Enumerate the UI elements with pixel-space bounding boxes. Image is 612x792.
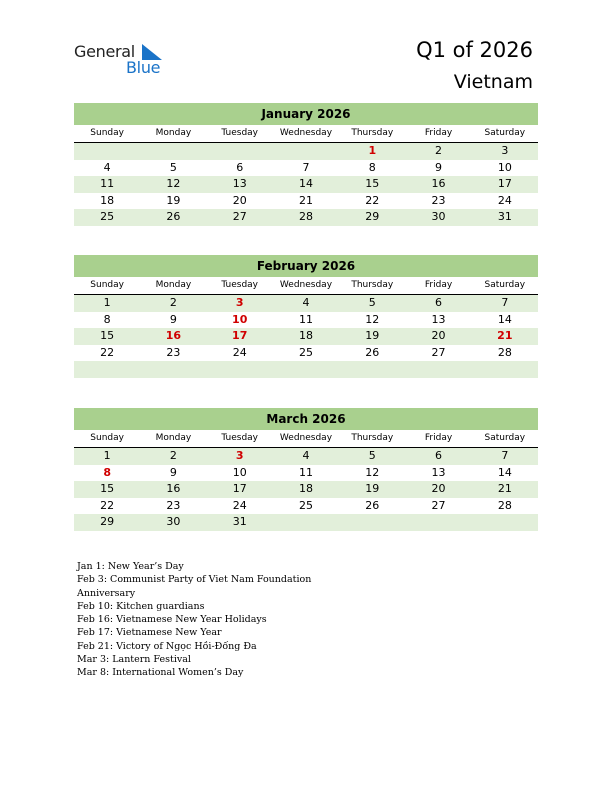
weekday-header-row [74, 277, 538, 295]
day-cell: 5 [169, 160, 177, 174]
weekday-label: Thursday [351, 128, 394, 138]
month-calendar-march [74, 408, 538, 531]
week-row [74, 498, 538, 515]
day-cell: 21 [298, 193, 313, 207]
weekday-label: Thursday [351, 280, 394, 290]
day-cell: 4 [103, 160, 111, 174]
day-cell: 14 [497, 465, 512, 479]
logo-word-blue: Blue [126, 58, 161, 77]
day-cell: 8 [103, 465, 111, 479]
day-cell: 5 [368, 296, 376, 309]
day-cell: 22 [100, 345, 115, 359]
day-cell: 25 [298, 498, 313, 512]
day-cell: 21 [497, 329, 513, 342]
weekday-label: Sunday [90, 433, 124, 443]
day-cell: 28 [298, 210, 313, 223]
day-cell: 15 [100, 329, 115, 342]
week-row [74, 160, 538, 177]
day-cell: 13 [431, 465, 446, 479]
page-title: Q1 of 2026 [416, 38, 533, 62]
week-row [74, 465, 538, 482]
day-cell: 1 [103, 296, 111, 309]
day-cell: 16 [166, 482, 181, 495]
day-cell: 16 [431, 177, 446, 190]
day-cell: 22 [100, 498, 115, 512]
day-cell: 11 [100, 177, 115, 190]
day-cell: 23 [166, 498, 181, 512]
day-cell: 13 [232, 177, 247, 190]
day-cell: 26 [365, 345, 380, 359]
week-row [74, 448, 538, 465]
day-cell: 17 [497, 177, 512, 190]
day-cell [140, 143, 206, 160]
weekday-label: Sunday [90, 280, 124, 290]
day-cell [405, 361, 471, 378]
day-cell: 2 [169, 449, 177, 462]
day-cell: 10 [232, 465, 247, 479]
day-cell: 6 [435, 296, 443, 309]
day-cell: 9 [169, 312, 177, 326]
day-cell: 9 [169, 465, 177, 479]
day-cell: 18 [100, 193, 115, 207]
weekday-label: Friday [424, 128, 453, 138]
day-cell: 23 [431, 193, 446, 207]
weekday-label: Friday [424, 433, 453, 443]
day-cell: 2 [435, 144, 443, 157]
day-cell: 12 [166, 177, 181, 190]
day-cell: 28 [497, 498, 512, 512]
day-cell [140, 361, 206, 378]
day-cell: 24 [232, 498, 247, 512]
weekday-label: Tuesday [221, 433, 259, 443]
country-subtitle: Vietnam [453, 71, 533, 93]
day-cell: 30 [166, 515, 181, 528]
day-cell: 30 [431, 210, 446, 223]
holiday-note: Feb 21: Victory of Ngọc Hồi-Đống Đa [77, 640, 257, 652]
holiday-note: Feb 17: Vietnamese New Year [77, 627, 222, 639]
day-cell: 17 [232, 482, 247, 495]
day-cell: 8 [368, 160, 376, 174]
day-cell: 28 [497, 345, 512, 359]
day-cell: 29 [365, 210, 380, 223]
week-row [74, 481, 538, 498]
day-cell: 6 [236, 160, 244, 174]
weekday-label: Thursday [351, 433, 394, 443]
holiday-note: Mar 3: Lantern Festival [77, 654, 191, 666]
month-calendar-january [74, 103, 538, 226]
day-cell: 20 [431, 482, 446, 495]
holiday-note: Anniversary [77, 587, 136, 599]
month-title: January 2026 [74, 103, 538, 125]
day-cell: 11 [298, 312, 313, 326]
day-cell: 1 [103, 449, 111, 462]
day-cell [472, 514, 538, 531]
week-row [74, 328, 538, 345]
day-cell: 19 [365, 482, 380, 495]
weekday-label: Wednesday [279, 280, 333, 290]
day-cell [74, 361, 140, 378]
logo-word-general: General [74, 42, 135, 61]
day-cell: 8 [103, 312, 111, 326]
day-cell: 29 [100, 515, 115, 528]
day-cell: 3 [501, 144, 509, 157]
day-cell: 2 [169, 296, 177, 309]
day-cell: 15 [100, 482, 115, 495]
day-cell: 14 [298, 177, 313, 190]
day-cell: 7 [302, 160, 310, 174]
day-cell [339, 361, 405, 378]
week-row [74, 209, 538, 226]
day-cell: 27 [232, 210, 247, 223]
day-cell [405, 514, 471, 531]
day-cell: 25 [298, 345, 313, 359]
month-title: February 2026 [74, 255, 538, 277]
day-cell: 3 [235, 449, 244, 462]
day-cell: 4 [302, 296, 310, 309]
weekday-label: Saturday [484, 128, 526, 138]
day-cell [273, 514, 339, 531]
day-cell: 18 [298, 482, 313, 495]
day-cell: 18 [298, 329, 313, 342]
day-cell: 10 [232, 312, 248, 326]
day-cell: 10 [497, 160, 512, 174]
day-cell [273, 361, 339, 378]
weekday-label: Saturday [484, 433, 526, 443]
day-cell: 27 [431, 345, 446, 359]
holiday-note: Mar 8: International Women’s Day [77, 667, 244, 679]
day-cell: 31 [497, 210, 512, 223]
day-cell [207, 143, 273, 160]
day-cell: 26 [365, 498, 380, 512]
day-cell [74, 143, 140, 160]
day-cell: 20 [431, 329, 446, 342]
day-cell: 31 [232, 515, 247, 528]
day-cell: 25 [100, 210, 115, 223]
day-cell: 27 [431, 498, 446, 512]
month-title: March 2026 [74, 408, 538, 430]
day-cell: 19 [365, 329, 380, 342]
weekday-header-row [74, 430, 538, 448]
day-cell: 14 [497, 312, 512, 326]
week-row [74, 193, 538, 210]
day-cell: 19 [166, 193, 181, 207]
holiday-note: Feb 3: Communist Party of Viet Nam Foundation [77, 574, 312, 586]
day-cell: 6 [435, 449, 443, 462]
week-row [74, 312, 538, 329]
holiday-note: Jan 1: New Year’s Day [77, 561, 184, 572]
day-cell: 26 [166, 210, 181, 223]
week-row [74, 143, 538, 160]
day-cell: 7 [501, 296, 509, 309]
week-row [74, 176, 538, 193]
day-cell [339, 514, 405, 531]
day-cell: 12 [365, 465, 380, 479]
day-cell: 12 [365, 312, 380, 326]
month-calendar-february [74, 255, 538, 378]
day-cell: 17 [232, 329, 248, 342]
weekday-label: Friday [424, 280, 453, 290]
day-cell: 21 [497, 482, 512, 495]
weekday-label: Wednesday [279, 128, 333, 138]
week-row [74, 295, 538, 312]
day-cell: 13 [431, 312, 446, 326]
holiday-note: Feb 16: Vietnamese New Year Holidays [77, 614, 267, 626]
day-cell: 5 [368, 449, 376, 462]
weekday-label: Saturday [484, 280, 526, 290]
weekday-label: Sunday [90, 128, 124, 138]
day-cell [472, 361, 538, 378]
holiday-notes [77, 560, 311, 680]
holiday-note: Feb 10: Kitchen guardians [77, 600, 205, 612]
weekday-label: Tuesday [221, 280, 259, 290]
day-cell: 23 [166, 345, 181, 359]
day-cell: 3 [235, 296, 244, 309]
day-cell: 1 [368, 144, 377, 157]
day-cell: 20 [232, 193, 247, 207]
weekday-header-row [74, 125, 538, 143]
weekday-label: Monday [155, 128, 192, 138]
weekday-label: Wednesday [279, 433, 333, 443]
week-row [74, 514, 538, 531]
day-cell: 4 [302, 449, 310, 462]
week-row [74, 345, 538, 362]
weekday-label: Tuesday [221, 128, 259, 138]
day-cell: 11 [298, 465, 313, 479]
weekday-label: Monday [155, 433, 192, 443]
day-cell: 7 [501, 449, 509, 462]
week-row [74, 361, 538, 378]
day-cell: 22 [365, 193, 380, 207]
day-cell [273, 143, 339, 160]
day-cell: 16 [165, 329, 182, 342]
generalblue-logo [74, 42, 174, 78]
day-cell [207, 361, 273, 378]
day-cell: 15 [365, 177, 380, 190]
day-cell: 24 [497, 193, 512, 207]
day-cell: 24 [232, 345, 247, 359]
weekday-label: Monday [155, 280, 192, 290]
day-cell: 9 [435, 160, 443, 174]
